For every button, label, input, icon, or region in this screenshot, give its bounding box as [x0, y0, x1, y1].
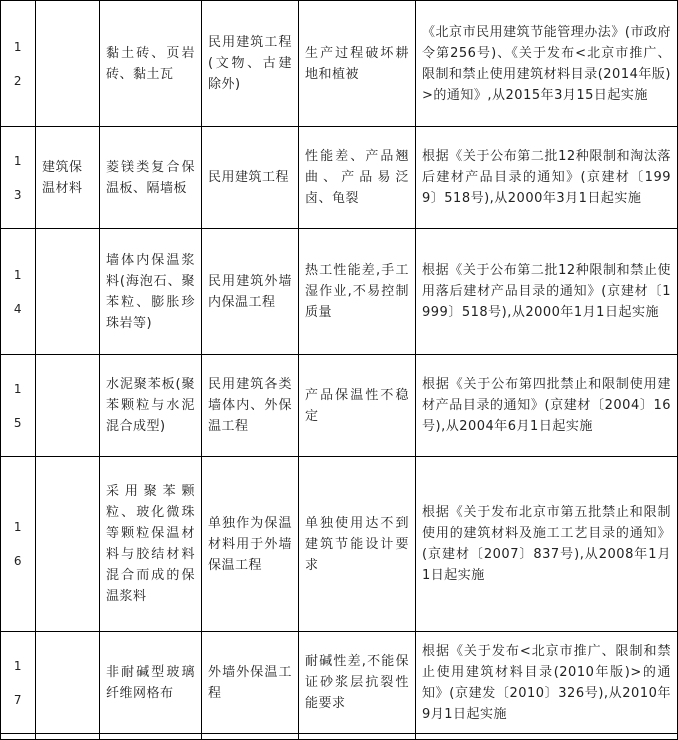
table-row — [1, 127, 678, 229]
reason-cell: 生产过程破坏耕地和植被 — [299, 1, 416, 127]
category-label-cell: 建筑保温材料 — [36, 127, 100, 229]
scope-cell: 民用建筑工程 — [202, 127, 299, 229]
row-number-cell: 1 5 — [1, 355, 36, 457]
scope-cell: 外墙外保温工程 — [202, 632, 299, 734]
material-cell: 黏土砖、页岩砖、黏土瓦 — [100, 1, 202, 127]
reason-cell: 耐碱性差,不能保证砂浆层抗裂性能要求 — [299, 632, 416, 734]
scope-cell: 民用建筑各类墙体内、外保温工程 — [202, 355, 299, 457]
material-cell: 采用聚苯颗粒、玻化微珠等颗粒保温材料与胶结材料混合而成的保温浆料 — [100, 457, 202, 632]
scope-cell: 单独作为保温材料用于外墙保温工程 — [202, 457, 299, 632]
table-row — [1, 229, 678, 355]
table-row — [1, 457, 678, 632]
reason-cell: 单独使用达不到建筑节能设计要求 — [299, 457, 416, 632]
material-cell: 墙体内保温浆料(海泡石、聚苯粒、膨胀珍珠岩等) — [100, 229, 202, 355]
reason-cell: 产品保温性不稳定 — [299, 355, 416, 457]
basis-cell: 根据《关于公布第四批禁止和限制使用建材产品目录的通知》(京建材〔2004〕16号),从2004年6月1日起实施 — [416, 355, 678, 457]
material-cell: 非耐碱型玻璃纤维网格布 — [100, 632, 202, 734]
basis-cell: 根据《关于公布第二批12种限制和禁止使用落后建材产品目录的通知》(京建材〔1999〕518号),从2000年1月1日起实施 — [416, 229, 678, 355]
material-cell: 水泥聚苯板(聚苯颗粒与水泥混合成型) — [100, 355, 202, 457]
scope-cell: 民用建筑外墙内保温工程 — [202, 229, 299, 355]
basis-cell: 根据《关于发布北京市第五批禁止和限制使用的建筑材料及施工工艺目录的通知》(京建材〔2007〕837号),从2008年1月1日起实施 — [416, 457, 678, 632]
table-row — [1, 355, 678, 457]
category-cell — [36, 355, 100, 457]
row-number-cell: 1 2 — [1, 1, 36, 127]
category-cell — [36, 457, 100, 632]
row-number-cell: 1 7 — [1, 632, 36, 734]
scope-cell: 民用建筑工程(文物、古建除外) — [202, 1, 299, 127]
reason-cell: 性能差、产品翘曲、产品易泛卤、龟裂 — [299, 127, 416, 229]
basis-cell: 《北京市民用建筑节能管理办法》(市政府令第256号)、《关于发布<北京市推广、限制和禁止使用建筑材料目录(2014年版)>的通知》,从2015年3月15日起实施 — [416, 1, 678, 127]
reason-cell: 热工性能差,手工湿作业,不易控制质量 — [299, 229, 416, 355]
table-row — [1, 632, 678, 734]
basis-cell: 根据《关于发布<北京市推广、限制和禁止使用建筑材料目录(2010年版)>的通知》(京建发〔2010〕326号),从2010年9月1日起实施 — [416, 632, 678, 734]
row-number-cell: 1 3 — [1, 127, 36, 229]
category-cell — [36, 632, 100, 734]
table-row — [1, 1, 678, 127]
material-cell: 菱镁类复合保温板、隔墙板 — [100, 127, 202, 229]
category-cell — [36, 1, 100, 127]
basis-cell: 根据《关于公布第二批12种限制和淘汰落后建材产品目录的通知》(京建材〔1999〕518号),从2000年3月1日起实施 — [416, 127, 678, 229]
row-number-cell: 1 4 — [1, 229, 36, 355]
category-cell — [36, 229, 100, 355]
row-number-cell: 1 6 — [1, 457, 36, 632]
